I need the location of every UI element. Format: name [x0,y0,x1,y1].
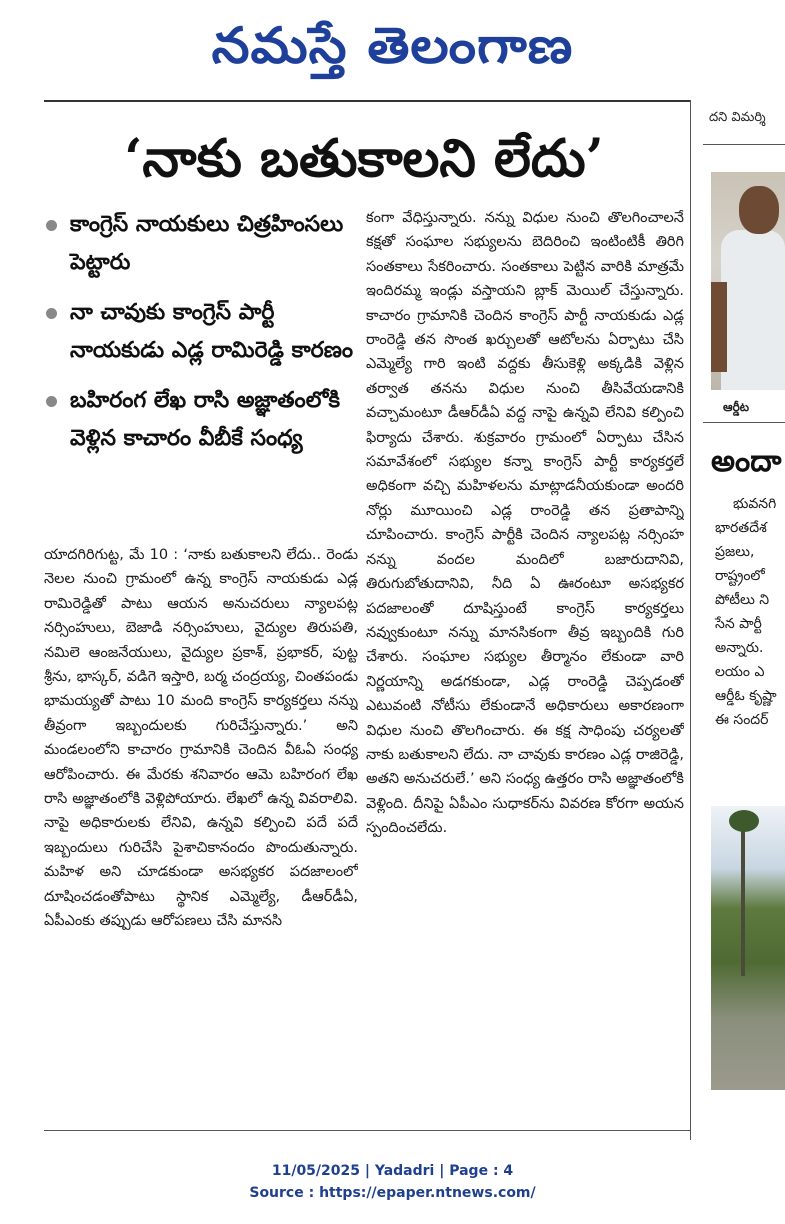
bullet-dot-icon [46,220,57,231]
sidebar-line: ఈ సందర్ [715,712,769,728]
bullet-dot-icon [46,308,57,319]
sidebar-line: అన్నారు. [715,640,764,656]
edition-info: 11/05/2025 | Yadadri | Page : 4 [271,1163,514,1179]
page-footer [0,1160,785,1204]
source-link[interactable]: Source : https://epaper.ntnews.com/ [249,1185,536,1201]
article-highlights [44,206,358,470]
sidebar-teaser-text: దని విమర్శి [709,110,766,125]
sidebar-divider [703,144,785,145]
highlight-text: బహిరంగ లేఖ రాసి అజ్ఞాతంలోకి వెళ్లిన కాచారం వీబీకే సంధ్య [70,388,340,451]
highlight-text: నా చావుకు కాంగ్రెస్‌ పార్టీ నాయకుడు ఎడ్ల రామిరెడ్డి కారణం [70,300,354,363]
bullet-dot-icon [46,396,57,407]
article-headline: ‘నాకు బతుకాలని లేదు’ [124,128,604,189]
palm-leaves-shape [729,810,759,832]
article-body-right-column [366,206,684,1094]
sidebar-line: ప్రజలు, [715,544,755,560]
masthead [0,0,785,88]
sidebar-line: లయం ఎ [715,664,765,680]
photo-arm-shape [711,282,727,372]
top-divider [44,100,690,102]
photo-head-shape [739,186,779,234]
palm-trunk-shape [741,816,745,976]
sidebar-line: భువనగి [733,496,777,512]
photo-caption: ఆర్డీట [723,400,749,414]
sidebar-divider [703,422,785,423]
person-photo [711,172,785,390]
article-body-text: యాదగిరిగుట్ట, మే 10 : ‘నాకు బతుకాలని లేదు.. రెండు నెలల నుంచి గ్రామంలో ఉన్న కాంగ్రెస్‌ నాయకుడు ఎడ్ల రామిరెడ్డితో పాటు ఆయన అనుచరులు న్యాలపట్ల నర్సింహులు, బెజాడి నర్సింహులు, వైద్యుల తిరుపతి, నమిలె ఆంజనేయులు, వైద్యుల ప్రకాశ్‌, ప్రభాకర్‌, పుట్ట శ్రీను, భాస్కర్‌, వడిగె ఇస్తారి, బర్మ చంద్రయ్య, చింతపండు భామయ్యతో పాటు 10 మంది కాంగ్రెస్‌ కార్యకర్తలు నన్ను తీవ్రంగా ఇబ్బందులకు గురిచేస్తున్నారు.’ అని మండలంలోని కాచారం గ్రామానికి చెందిన వీఓఏ సంధ్య ఆరోపించారు. ఈ మేరకు శనివారం ఆమె బహిరంగ లేఖ రాసి అజ్ఞాతంలోకి వెళ్లిపోయారు. లేఖలో ఉన్న వివరాలివి. నాపై అధికారులకు లేనివి, ఉన్నవి కల్పించి పదే పదే ఇబ్బందులు గురిచేసి పైశాచికానందం పొందుతున్నారు. మహిళ అని చూడకుండా అసభ్యకర పదజాలంలో దూషించడంతోపాటు స్థానిక ఎమ్మెల్యే, డీఆర్‌డీఏ, ఏపీఎంకు తప్పుడు ఆరోపణలు చేసి మానసి [44,547,358,930]
highlight-text: కాంగ్రెస్‌ నాయకులు చిత్రహింసలు పెట్టారు [70,212,344,275]
highlight-item [44,206,358,282]
sidebar-body-text [697,492,785,732]
highlight-item [44,294,358,370]
landscape-photo [711,806,785,1090]
sidebar-line: సేన పార్టీ [715,616,762,632]
photo-shirt-shape [721,230,785,390]
adjacent-article-sidebar [691,100,785,1100]
bottom-divider [44,1130,690,1131]
newspaper-title: నమస్తే తెలంగాణ [211,15,574,75]
sidebar-heading: అందా [711,444,782,479]
sidebar-line: రాష్ట్రంలో [715,568,765,584]
sidebar-line: పోటీలు ని [715,592,770,608]
sidebar-line: భారతదేశ [715,520,767,536]
sidebar-line: ఆర్డీఓ కృష్ణా [715,688,777,704]
article-body-text: కంగా వేధిస్తున్నారు. నన్ను విధుల నుంచి తొలగించాలనే కక్షతో సంఘాల సభ్యులను బెదిరించి ఇంటింటికీ తిరిగి సంతకాలు సేకరించారు. సంతకాలు పెట్టిన వారికి మాత్రమే ఇందిరమ్మ ఇండ్లు వస్తాయని బ్లాక్‌ మెయిల్‌ చేస్తున్నారు. కాచారం గ్రామానికి చెందిన కాంగ్రెస్‌ పార్టీ నాయకుడు ఎడ్ల రాంరెడ్డి తన సొంత ఖర్చులతో ఆటోలను ఏర్పాటు చేసి ఎమ్మెల్యే గారి ఇంటి వద్దకు తీసుకెళ్లి అక్కడికి వెళ్లిన తర్వాత తనను విధుల నుంచి తీసివేయడానికి వచ్చామంటూ డీఆర్‌డీఏ వద్ద నాపై ఉన్నవి లేనివి కల్పించి ఫిర్యాదు చేశారు. శుక్రవారం గ్రామంలో ఏర్పాటు చేసిన సమావేశంలో సభ్యుల కన్నా కాంగ్రెస్‌ పార్టీ కార్యకర్తలే అధికంగా వచ్చి మహిళలను మాట్లాడనీయకుండా అందరి నోర్లు మూయించి ఎడ్ల రాంరెడ్డి తన ప్రతాపాన్ని చూపించారు. కాంగ్రెస్‌ పార్టీకి చెందిన న్యాలపట్ల నర్సింహ నన్ను వందల మందిలో బజారుదానివి, తిరుగుబోతుదానివి, నీది ఏ ఊరంటూ అసభ్యకర పదజాలంతో దూషిస్తుంటే కాంగ్రెస్‌ కార్యకర్తలు నవ్వుకుంటూ నన్ను మానసికంగా తీవ్ర ఇబ్బందికి గురి చేశారు. సంఘాల సభ్యుల తీర్మానం లేకుండా వారి నిర్ణయాన్ని అడగకుండా, ఎడ్ల రాంరెడ్డి చెప్పడంతో ఎటువంటి నోటీసు లేకుండానే అధికారులు అకారణంగా విధుల నుంచి తొలగించారు. ఈ కక్ష సాధింపు చర్యలతో నాకు బతుకాలని లేదు. నా చావుకు కారణం ఎడ్ల రాజిరెడ్డి, అతని అనుచరులే.’ అని సంధ్య ఉత్తరం రాసి అజ్ఞాతంలోకి వెళ్లింది. దీనిపై ఏపీఎం సుధాకర్‌ను వివరణ కోరగా అయన స్పందించలేదు. [366,210,684,837]
highlight-item [44,382,358,458]
article-body-left-column [44,543,358,1093]
